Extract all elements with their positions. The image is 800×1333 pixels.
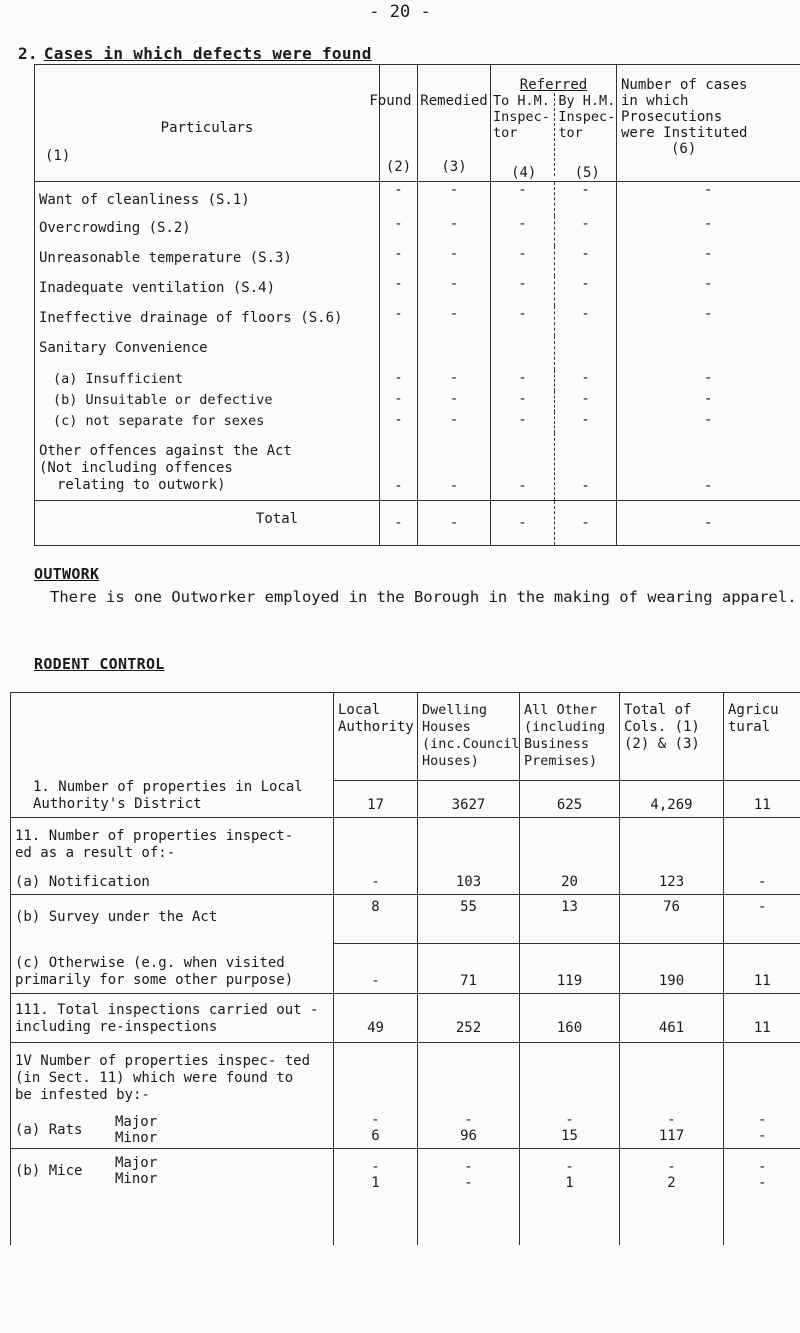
row2c-v4: 190 [620,943,724,994]
row2b-v2: 55 [418,895,520,944]
rats-label: (a) Rats [15,1122,83,1138]
row2c-label [11,943,334,994]
header-total-cols-text: Total of Cols. (1) (2) & (3) [624,702,700,752]
row2a-v4: 123 [620,818,724,895]
rats-col4 [620,1043,724,1149]
header-local-authority-text: Local Authority [338,702,414,735]
cases-row-5-row [35,306,800,336]
row2c-v2: 71 [418,943,520,994]
cases-row-2-v5: - [617,216,800,246]
other-offences-row [35,433,800,501]
sanitary-item-3-v1: - [380,412,418,433]
header-dwelling-text: Dwelling Houses (inc.Council Houses) [422,702,520,769]
header-col2: (2) [385,159,412,175]
cases-row-3-v1: - [380,246,418,276]
header-all-other-text: All Other (including Business Premises) [524,702,606,769]
mice-col3 [520,1149,620,1246]
row2a-v2: 103 [418,818,520,895]
outwork-heading: OUTWORK [34,565,100,583]
header-referred-label: Referred [519,77,588,93]
other-v3: - [491,433,555,501]
row2b [11,895,800,944]
row1-v1: 17 [334,781,418,818]
cases-row-3-v2: - [418,246,491,276]
other-v5: - [617,433,800,501]
total-v2: - [418,501,491,546]
mice-minor-v4: 2 [667,1175,676,1191]
sanitary-empty-4 [555,336,617,370]
rats-minor-v5: - [758,1128,767,1144]
sanitary-item-1-v1: - [380,370,418,391]
cases-row-5-v2: - [418,306,491,336]
other-v1: - [380,433,418,501]
sanitary-item-1-v2: - [418,370,491,391]
total-v4: - [555,501,617,546]
mice-major-v3: - [565,1159,574,1175]
row2b-v3: 13 [520,895,620,944]
row4-mice [11,1149,800,1246]
row3-v5: 11 [724,994,800,1043]
header-col6: (6) [671,141,697,157]
rats-col2 [418,1043,520,1149]
row3-v2: 252 [418,994,520,1043]
cases-row-1-label: Want of cleanliness (S.1) [35,182,380,217]
row2c-v3: 119 [520,943,620,994]
rats-major-v1: - [371,1112,380,1128]
header-col4: (4) [511,165,537,181]
row3-v1: 49 [334,994,418,1043]
other-v2: - [418,433,491,501]
row1-v4: 4,269 [620,781,724,818]
cases-row-3-v4: - [555,246,617,276]
rodent-heading: RODENT CONTROL [34,655,165,673]
header-found-label: Found [369,93,412,109]
header-agricultural [724,693,800,781]
mice-label-cell [11,1149,334,1246]
sanitary-empty-1 [380,336,418,370]
cases-row-1-v2: - [418,182,491,217]
cases-row-5-v3: - [491,306,555,336]
cases-row-4-row [35,276,800,306]
section-number: 2. [18,44,38,63]
section-title: Cases in which defects were found [43,44,372,63]
total-v1: - [380,501,418,546]
cases-row-5-label: Ineffective drainage of floors (S.6) [35,306,380,336]
rats-major-label: Major [115,1114,158,1130]
sanitary-item-2-v1: - [380,391,418,412]
mice-major-v1: - [371,1159,380,1175]
cases-row-1-v3: - [491,182,555,217]
row2a-v1: - [334,818,418,895]
row2b-label: (b) Survey under the Act [11,895,334,944]
cases-row-2-v3: - [491,216,555,246]
other-v4: - [555,433,617,501]
row4-label-text: 1V Number of properties inspec- ted (in Sect. 11) which were found to be infested by:- [15,1053,311,1103]
total-v5: - [617,501,800,546]
mice-minor-v1: 1 [371,1175,380,1191]
cases-row-4-v2: - [418,276,491,306]
page-number: - 20 - [369,2,431,22]
other-line3: relating to outwork) [57,477,226,493]
header-remedied [418,65,491,182]
sanitary-heading-row [35,336,800,370]
mice-col4 [620,1149,724,1246]
cases-row-1-row [35,182,800,217]
row2a-label: (a) Notification [15,874,150,890]
cases-row-2-v1: - [380,216,418,246]
cases-row-2-label: Overcrowding (S.2) [35,216,380,246]
row2-label-text: 11. Number of properties inspect- ed as a result of:- [15,828,294,861]
cases-row-1-v4: - [555,182,617,217]
mice-col1 [334,1149,418,1246]
header-found [369,65,418,182]
sanitary-item-3-v5: - [617,412,800,433]
header-to-hm [491,93,555,181]
sanitary-item-2-label: (b) Unsuitable or defective [35,391,380,412]
cases-row-1-v1: - [380,182,418,217]
mice-minor-v2: - [464,1175,473,1191]
header-particulars-label: Particulars [160,120,254,136]
sanitary-item-2-v3: - [491,391,555,412]
sanitary-item-3-v2: - [418,412,491,433]
header-all-other [520,693,620,781]
row3-label [11,994,334,1043]
row4-label [11,1043,334,1149]
cases-row-3-row [35,246,800,276]
row2c-v5: 11 [724,943,800,994]
header-col1: (1) [45,148,71,164]
section-cases-heading [18,44,372,63]
header-by-hm-label: By H.M. Inspec- tor [558,93,616,141]
other-line2: (Not including offences [39,460,233,476]
mice-col5 [724,1149,800,1246]
rodent-header-row [11,693,800,781]
cases-row-4-v1: - [380,276,418,306]
sanitary-item-1-v4: - [555,370,617,391]
sanitary-empty-2 [418,336,491,370]
rats-minor-v3: 15 [561,1128,578,1144]
cases-header-row [35,65,800,182]
total-v3: - [491,501,555,546]
row3-label-text: 111. Total inspections carried out - including re-inspections [15,1002,319,1035]
sanitary-item-1-v5: - [617,370,800,391]
cases-row-2-row [35,216,800,246]
row2a-v3: 20 [520,818,620,895]
header-local-authority [334,693,418,781]
outwork-text: There is one Outworker employed in the Borough in the making of wearing apparel. [50,588,797,606]
sanitary-heading-label: Sanitary Convenience [35,336,380,370]
row1-label-text: 1. Number of properties in Local Authority's District [33,779,303,812]
cases-row-3-v5: - [617,246,800,276]
sanitary-item-1-v3: - [491,370,555,391]
sanitary-item-3-label: (c) not separate for sexes [35,412,380,433]
mice-major-v2: - [464,1159,473,1175]
total-row [35,501,800,546]
rats-major-v3: - [565,1112,574,1128]
rats-minor-v2: 96 [460,1128,477,1144]
rats-minor-v4: 117 [658,1128,685,1144]
header-agricultural-text: Agricu tural [728,702,779,735]
row2c-label-text: (c) Otherwise (e.g. when visited primarily for some other purpose) [15,955,294,988]
header-col3: (3) [441,159,467,175]
rats-minor-v1: 6 [371,1128,380,1144]
cases-row-4-v4: - [555,276,617,306]
mice-grades [115,1155,157,1187]
header-prosecutions-label: Number of cases in which Prosecutions were Instituted [621,77,748,141]
rodent-table [10,692,800,1245]
other-offences-label [35,433,380,501]
header-total-cols [620,693,724,781]
mice-major-label: Major [115,1155,158,1171]
cases-row-3-label: Unreasonable temperature (S.3) [35,246,380,276]
header-by-hm [555,93,616,181]
row2c [11,943,800,994]
cases-row-4-label: Inadequate ventilation (S.4) [35,276,380,306]
rats-col5 [724,1043,800,1149]
rats-major-v2: - [464,1112,473,1128]
cases-row-2-v4: - [555,216,617,246]
cases-row-1-v5: - [617,182,800,217]
mice-minor-label: Minor [115,1171,158,1187]
header-prosecutions [617,65,800,182]
mice-major-v5: - [758,1159,767,1175]
row2a [11,818,800,895]
sanitary-item-2-row [35,391,800,412]
row3 [11,994,800,1043]
sanitary-item-3-v3: - [491,412,555,433]
cases-row-5-v1: - [380,306,418,336]
sanitary-item-2-v4: - [555,391,617,412]
mice-label: (b) Mice [15,1163,83,1179]
cases-body [35,182,800,546]
rats-grades [115,1114,157,1146]
sanitary-item-2-v2: - [418,391,491,412]
row2a-v5: - [724,818,800,895]
sanitary-empty-3 [491,336,555,370]
mice-minor-v3: 1 [565,1175,574,1191]
mice-minor-v5: - [758,1175,767,1191]
header-to-hm-label: To H.M. Inspec- tor [493,93,550,141]
row4-rats [11,1043,800,1149]
rats-major-v5: - [758,1112,767,1128]
cases-row-5-v4: - [555,306,617,336]
cases-row-3-v3: - [491,246,555,276]
cases-table [34,64,800,546]
cases-row-4-v3: - [491,276,555,306]
row1-v3: 625 [520,781,620,818]
rats-col3 [520,1043,620,1149]
sanitary-item-2-v5: - [617,391,800,412]
row3-v3: 160 [520,994,620,1043]
row1-v2: 3627 [418,781,520,818]
row1-v5: 11 [724,781,800,818]
mice-major-v4: - [667,1159,676,1175]
sanitary-item-1-row [35,370,800,391]
row2-label [11,818,334,895]
header-dwelling [418,693,520,781]
row2c-v1: - [334,943,418,994]
row1-label [11,693,334,818]
sanitary-empty-5 [617,336,800,370]
header-particulars [35,65,380,182]
rats-major-v4: - [667,1112,676,1128]
row2b-v1: 8 [334,895,418,944]
row3-v4: 461 [620,994,724,1043]
other-line1: Other offences against the Act [39,443,292,459]
sanitary-item-3-row [35,412,800,433]
rats-col1 [334,1043,418,1149]
sanitary-item-3-v4: - [555,412,617,433]
mice-col2 [418,1149,520,1246]
rats-minor-label: Minor [115,1130,158,1146]
cases-row-5-v5: - [617,306,800,336]
header-referred [491,65,617,182]
row2b-v4: 76 [620,895,724,944]
cases-row-2-v2: - [418,216,491,246]
header-col5: (5) [574,165,600,181]
total-label: Total [35,501,380,546]
sanitary-item-1-label: (a) Insufficient [35,370,380,391]
cases-row-4-v5: - [617,276,800,306]
header-remedied-label: Remedied [420,93,488,109]
row2b-v5: - [724,895,800,944]
